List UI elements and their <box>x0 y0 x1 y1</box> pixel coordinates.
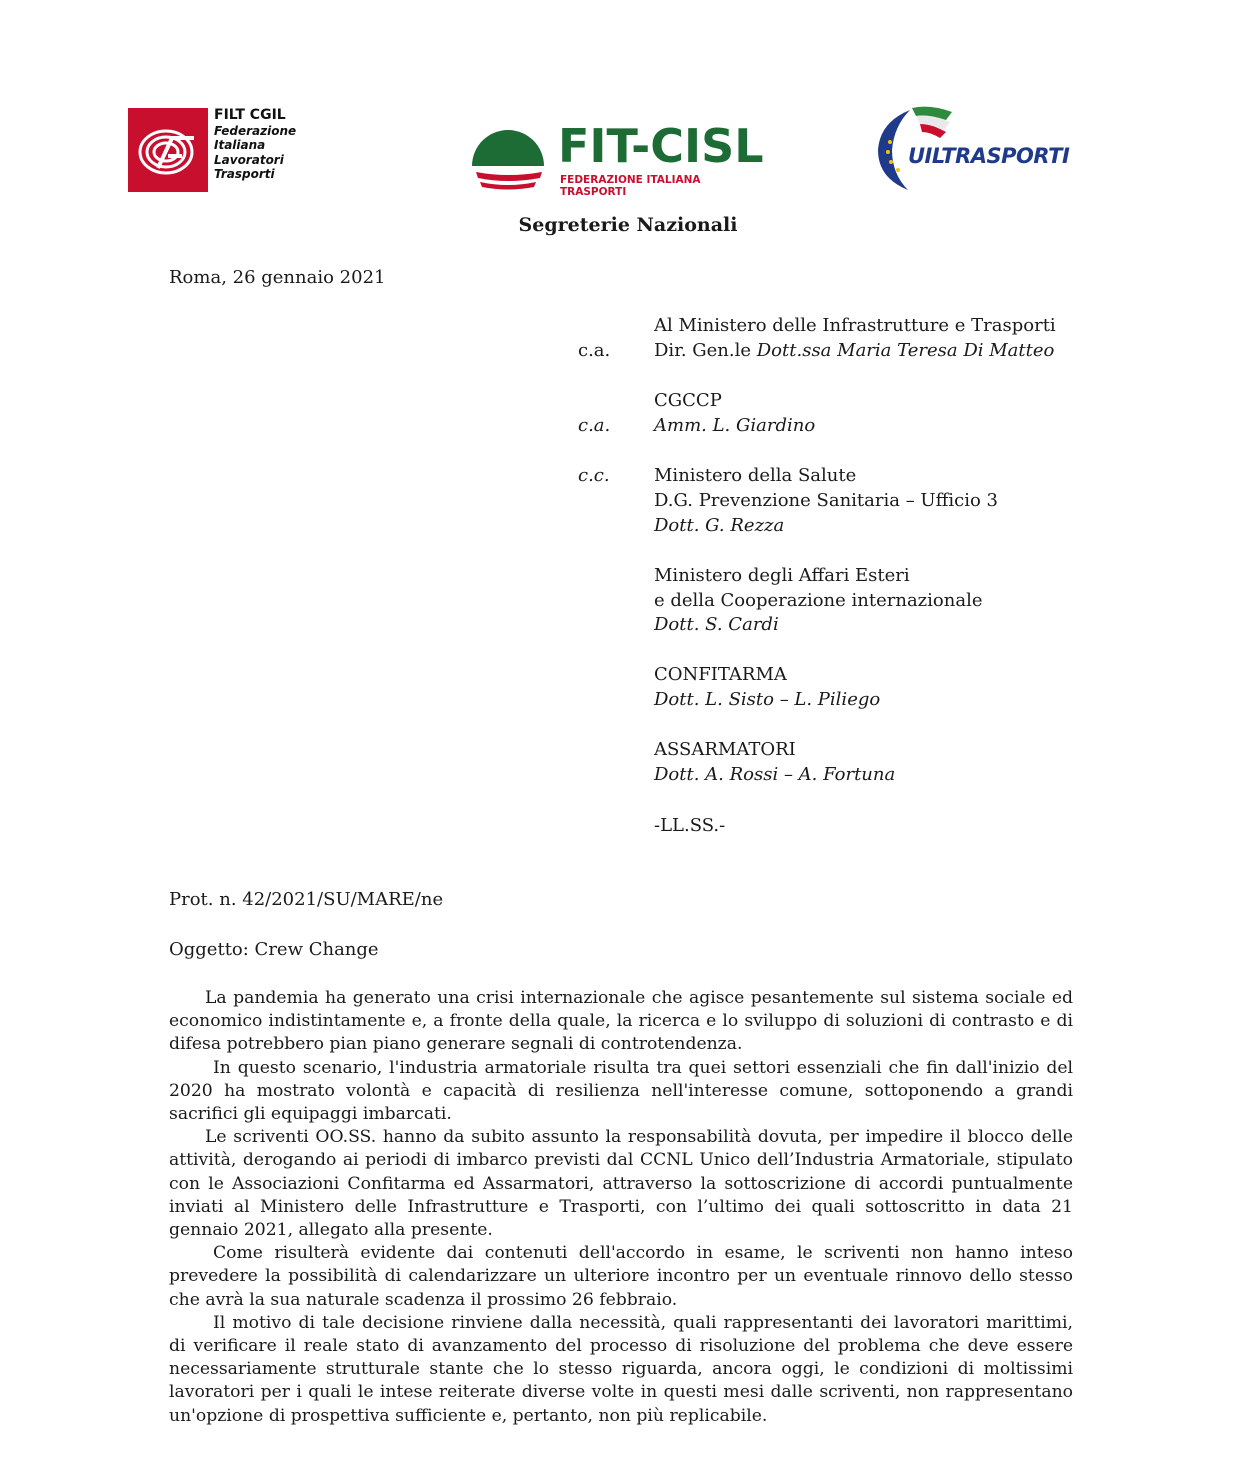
recipient-salute-office: D.G. Prevenzione Sanitaria – Ufficio 3 <box>654 490 998 511</box>
recipient-cc-label: c.c. <box>578 465 610 486</box>
recipient-mit-contact <box>654 338 1054 363</box>
recipient-cgccp-person: Amm. L. Giardino <box>654 415 816 436</box>
filt-line-lavoratori: Lavoratori <box>214 152 284 167</box>
body-paragraph-3: Le scriventi OO.SS. hanno da subito assunto la responsabilità dovuta, per impedire il blocco delle attività, derogando ai periodi di imbarco previsti dal CCNL Unico dell’Industria Armatoriale, stipulato con le Associazioni Confitarma ed Assarmatori, attraverso la sottoscrizione di accordi puntualmente inviati al Ministero delle Infrastrutture e Trasporti, con l’ultimo dei quali sottoscritto in data 21 gennaio 2021, allegato alla presente. <box>169 1127 1073 1241</box>
recipient-mit-person: Dott.ssa Maria Teresa Di Matteo <box>756 340 1055 361</box>
recipient-confitarma-persons: Dott. L. Sisto – L. Piliego <box>654 689 881 710</box>
recipient-confitarma: CONFITARMA <box>654 664 787 685</box>
filt-cgil-title: FILT CGIL <box>214 107 286 123</box>
fit-cisl-subtitle: FEDERAZIONE ITALIANA TRASPORTI <box>560 174 701 198</box>
recipient-esteri-line2: e della Cooperazione internazionale <box>654 590 983 611</box>
filt-line-italiana: Italiana <box>214 138 266 152</box>
fit-cisl-name: FIT-CISL <box>558 119 764 173</box>
recipient-salute-person: Dott. G. Rezza <box>654 515 785 536</box>
body-paragraph-5: Il motivo di tale decisione rinviene dalla necessità, quali rappresentanti dei lavoratori marittimi, di verificare il reale stato di avanzamento del processo di risoluzione del problema che deve essere necessariamente strutturale stante che lo stesso riguarda, ancora oggi, le condizioni di moltissimi lavoratori per i quali le intese reiterate diverse volte in questi mesi dalle scriventi, non rappresentano un'opzione di prospettiva sufficiente e, pertanto, non più replicabile. <box>169 1312 1073 1426</box>
body-paragraph-2: In questo scenario, l'industria armatoriale risulta tra quei settori essenziali che fin dall'inizio del 2020 ha mostrato volontà e capacità di resilienza nell'interesse comune, sottoponendo a grandi sacrifici gli equipaggi imbarcati. <box>169 1057 1073 1125</box>
letter-body <box>169 987 1073 1428</box>
recipient-esteri: Ministero degli Affari Esteri <box>654 565 910 586</box>
uiltrasporti-logo <box>872 104 1102 194</box>
recipient-mit-role: Dir. Gen.le <box>654 340 757 361</box>
recipient-assarmatori-persons: Dott. A. Rossi – A. Fortuna <box>654 764 896 785</box>
filt-cgil-emblem <box>128 108 208 192</box>
recipient-mit: Al Ministero delle Infrastrutture e Trasporti <box>654 315 1056 336</box>
body-paragraph-1: La pandemia ha generato una crisi internazionale che agisce pesantemente sul sistema sociale ed economico indistintamente e, a fronte della quale, la ricerca e lo sviluppo di soluzioni di contrasto e di difesa potrebbero pian piano generare segnali di controtendenza. <box>169 988 1073 1055</box>
body-paragraph-4: Come risulterà evidente dai contenuti dell'accordo in esame, le scriventi non hanno inteso prevedere la possibilità di calendarizzare un ulteriore incontro per un eventuale rinnovo dello stesso che avrà la sua naturale scadenza il prossimo 26 febbraio. <box>169 1243 1073 1310</box>
recipient-llss: -LL.SS.- <box>654 815 726 836</box>
letter-date: Roma, 26 gennaio 2021 <box>169 267 386 288</box>
recipient-cgccp-label: c.a. <box>578 415 611 436</box>
recipient-esteri-person: Dott. S. Cardi <box>654 614 779 635</box>
filt-cgil-wordmark <box>214 108 314 182</box>
protocol-number: Prot. n. 42/2021/SU/MARE/ne <box>169 889 444 910</box>
filt-cgil-logo <box>128 108 308 192</box>
recipient-assarmatori: ASSARMATORI <box>654 739 796 760</box>
fit-cisl-logo <box>470 116 770 198</box>
filt-line-federazione: Federazione <box>214 123 297 138</box>
filt-line-trasporti: Trasporti <box>214 167 275 181</box>
recipient-cgccp: CGCCP <box>654 390 722 411</box>
uiltrasporti-name: UILTRASPORTI <box>908 144 1070 168</box>
fit-cisl-emblem <box>470 116 546 192</box>
recipient-mit-label: c.a. <box>578 340 611 361</box>
recipient-salute: Ministero della Salute <box>654 465 857 486</box>
letter-heading: Segreterie Nazionali <box>518 214 738 236</box>
letter-subject: Oggetto: Crew Change <box>169 939 379 960</box>
